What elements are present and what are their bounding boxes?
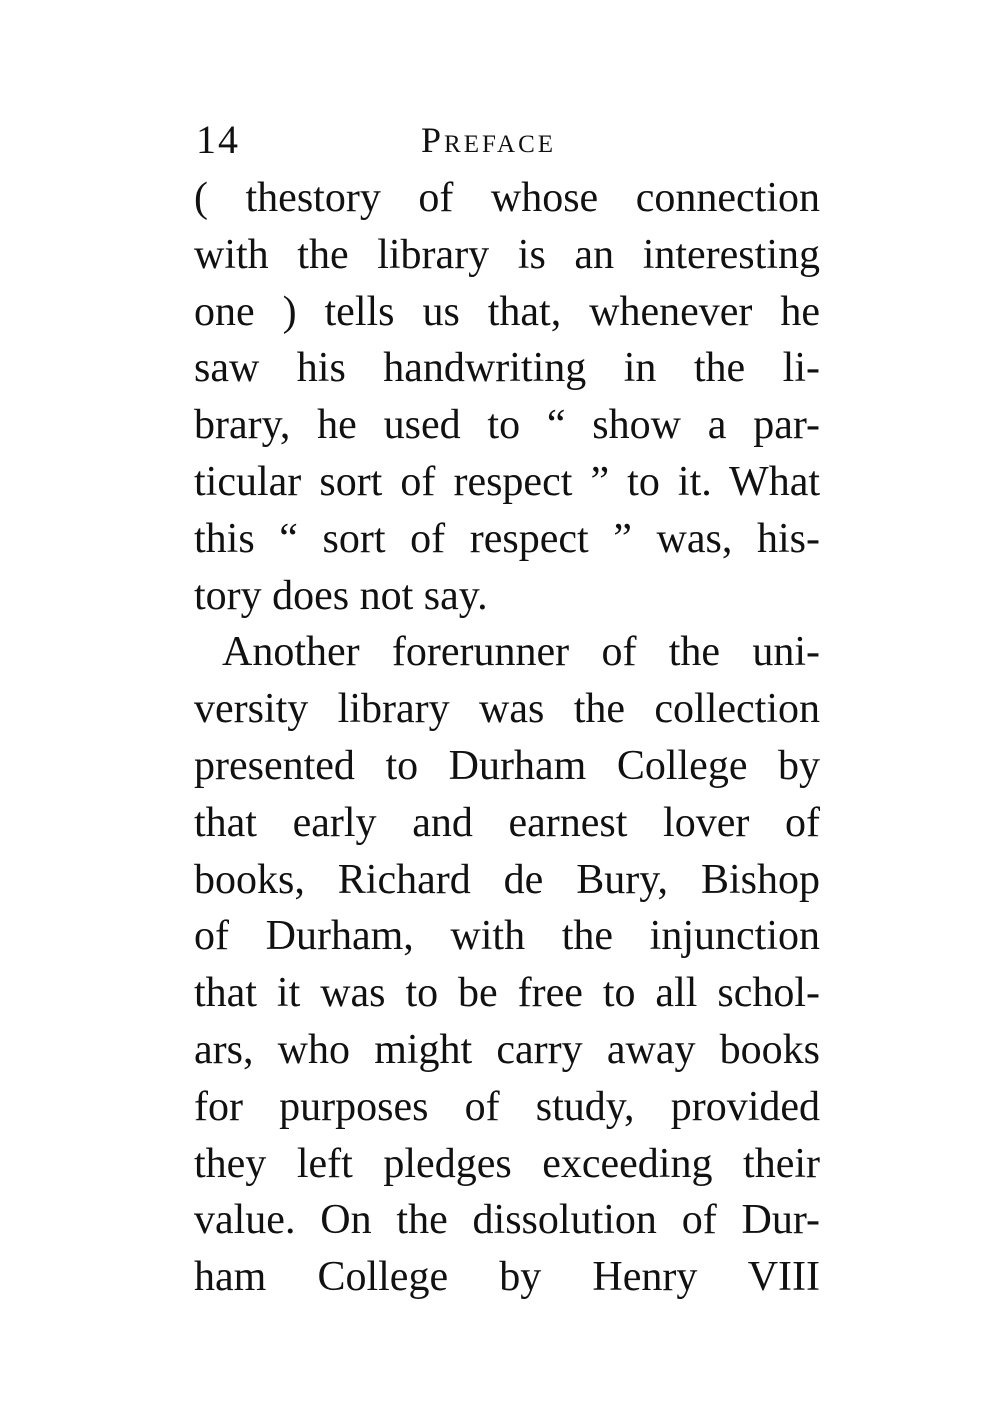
text-line: presented to Durham College by <box>194 742 820 789</box>
running-head <box>196 115 836 165</box>
running-title: Preface <box>421 120 557 160</box>
text-line: of Durham, with the injunction <box>194 913 820 960</box>
text-line: value. On the dissolution of Dur- <box>194 1197 820 1244</box>
paragraph-start-line: Another forerunner of the uni- <box>222 629 820 676</box>
text-line: books, Richard de Bury, Bishop <box>194 856 820 903</box>
text-line: that it was to be free to all schol- <box>194 970 820 1017</box>
text-line: this “ sort of respect ” was, his- <box>194 515 820 562</box>
text-line: ( thestory of whose connection <box>194 175 820 221</box>
body-text <box>194 170 820 1306</box>
text-line: ticular sort of respect ” to it. What <box>194 458 820 505</box>
text-line: tory does not say. <box>194 572 488 619</box>
text-line: brary, he used to “ show a par- <box>194 402 820 449</box>
page-number: 14 <box>196 117 240 162</box>
text-line: ham College by Henry VIII <box>194 1254 820 1301</box>
text-line: versity library was the collection <box>194 686 820 733</box>
text-line: ars, who might carry away books <box>194 1026 820 1073</box>
text-line: saw his handwriting in the li- <box>194 345 820 392</box>
text-line: that early and earnest lover of <box>194 799 820 846</box>
text-line: they left pledges exceeding their <box>194 1140 820 1187</box>
text-line: one ) tells us that, whenever he <box>194 288 820 335</box>
text-line: for purposes of study, provided <box>194 1083 820 1130</box>
text-line: with the library is an interesting <box>194 231 820 278</box>
